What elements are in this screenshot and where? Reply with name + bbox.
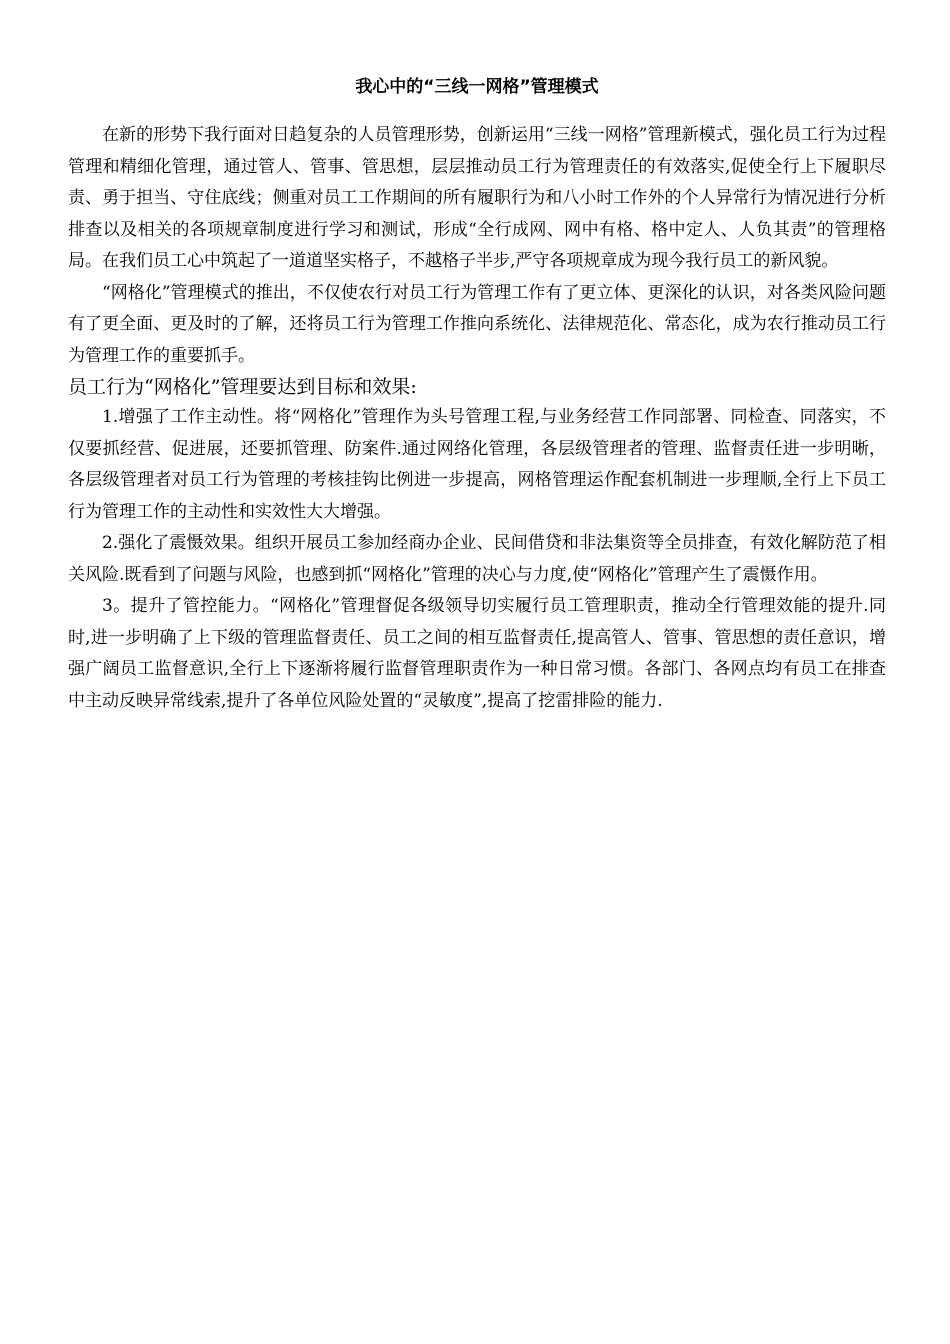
gridding-paragraph: “网格化”管理模式的推出，不仅使农行对员工行为管理工作有了更立体、更深化的认识，对各类风险问题有了更全面、更及时的了解，还将员工行为管理工作推向系统化、法律规范化、常态化，成为农行推动员工行为管理工作的重要抓手。	[68, 282, 886, 366]
intro-paragraph: 在新的形势下我行面对日趋复杂的人员管理形势，创新运用“三线一网格”管理新模式，强化员工行为过程管理和精细化管理，通过管人、管事、管思想，层层推动员工行为管理责任的有效落实,促使全行上下履职尽责、勇于担当、守住底线；侧重对员工工作期间的所有履职行为和八小时工作外的个人异常行为情况进行分析排查以及相关的各项规章制度进行学习和测试，形成“全行成网、网中有格、格中定人、人负其责”的管理格局。在我们员工心中筑起了一道道坚实格子，不越格子半步,严守各项规章成为现今我行员工的新风貌。	[68, 125, 886, 271]
document-page	[68, 74, 886, 717]
list-item-2: 2.强化了震慑效果。组织开展员工参加经商办企业、民间借贷和非法集资等全员排查，有效化解防范了相关风险.既看到了问题与风险，也感到抓“网格化”管理的决心与力度,使“网格化”管理产生了震慑作用。	[68, 533, 886, 585]
document-title: 我心中的“三线一网格”管理模式	[355, 77, 599, 97]
list-item-1: 1.增强了工作主动性。将“网格化”管理作为头号管理工程,与业务经营工作同部署、同检查、同落实，不仅要抓经营、促进展，还要抓管理、防案件.通过网络化管理，各层级管理者的管理、监督责任进一步明晰，各层级管理者对员工行为管理的考核挂钩比例进一步提高，网格管理运作配套机制进一步理顺,全行上下员工行为管理工作的主动性和实效性大大增强。	[68, 407, 886, 522]
list-item-3: 3。提升了管控能力。“网格化”管理督促各级领导切实履行员工管理职责，推动全行管理效能的提升.同时,进一步明确了上下级的管理监督责任、员工之间的相互监督责任,提高管人、管事、管思想的责任意识，增强广阔员工监督意识,全行上下逐渐将履行监督管理职责作为一种日常习惯。各部门、各网点均有员工在排查中主动反映异常线索,提升了各单位风险处置的“灵敏度”,提高了挖雷排险的能力.	[68, 596, 886, 711]
section-heading: 员工行为“网格化”管理要达到目标和效果:	[68, 376, 417, 398]
